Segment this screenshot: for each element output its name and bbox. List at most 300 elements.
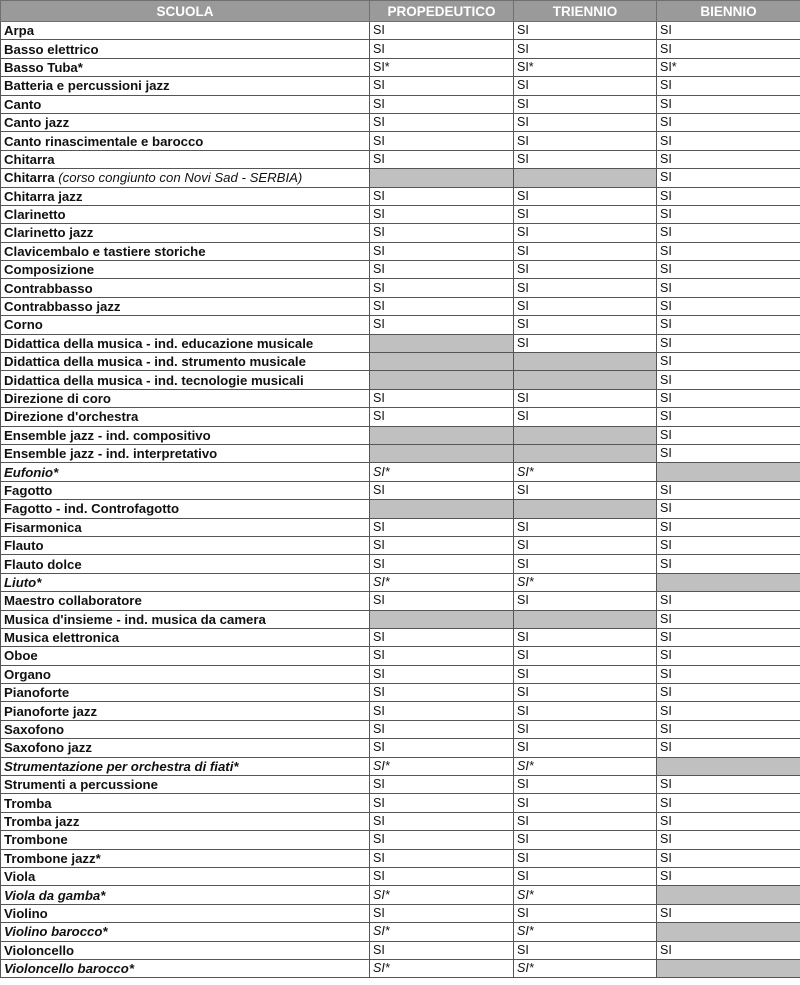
biennio-cell: SI — [657, 77, 800, 95]
table-row — [1, 904, 800, 922]
school-name-cell — [1, 205, 370, 223]
propedeutico-cell: SI — [370, 720, 514, 738]
triennio-cell: SI — [514, 518, 657, 536]
table-row — [1, 169, 800, 187]
school-name-cell — [1, 444, 370, 462]
header-biennio: BIENNIO — [657, 1, 800, 22]
propedeutico-unavailable-cell — [370, 444, 514, 462]
school-name: Oboe — [4, 648, 38, 664]
table-row — [1, 536, 800, 554]
school-name-cell — [1, 739, 370, 757]
biennio-cell: SI — [657, 95, 800, 113]
propedeutico-cell: SI — [370, 518, 514, 536]
school-name: Maestro collaboratore — [4, 593, 142, 609]
school-name-cell — [1, 297, 370, 315]
school-name-cell — [1, 904, 370, 922]
biennio-cell: SI — [657, 187, 800, 205]
table-row — [1, 794, 800, 812]
school-name-cell — [1, 959, 370, 977]
triennio-cell: SI — [514, 776, 657, 794]
biennio-cell: SI — [657, 831, 800, 849]
school-name-cell — [1, 720, 370, 738]
table-row — [1, 463, 800, 481]
propedeutico-cell: SI — [370, 794, 514, 812]
table-row — [1, 610, 800, 628]
table-row — [1, 261, 800, 279]
propedeutico-cell: SI* — [370, 58, 514, 76]
biennio-unavailable-cell — [657, 463, 800, 481]
school-name-cell — [1, 95, 370, 113]
triennio-unavailable-cell — [514, 353, 657, 371]
triennio-cell: SI* — [514, 573, 657, 591]
school-name-cell — [1, 40, 370, 58]
school-name: Viola da gamba* — [4, 887, 106, 903]
biennio-cell: SI — [657, 555, 800, 573]
propedeutico-cell: SI — [370, 77, 514, 95]
table-row — [1, 77, 800, 95]
school-name: Didattica della musica - ind. strumento musicale — [4, 354, 306, 370]
propedeutico-cell: SI — [370, 592, 514, 610]
biennio-cell: SI — [657, 610, 800, 628]
school-name: Ensemble jazz - ind. compositivo — [4, 427, 211, 443]
school-name-cell — [1, 592, 370, 610]
table-row — [1, 242, 800, 260]
school-name: Fagotto - ind. Controfagotto — [4, 501, 180, 517]
propedeutico-cell: SI* — [370, 463, 514, 481]
triennio-cell: SI — [514, 22, 657, 40]
school-name: Basso Tuba* — [4, 59, 83, 75]
school-name: Canto jazz — [4, 115, 70, 131]
propedeutico-cell: SI — [370, 261, 514, 279]
school-name: Direzione d'orchestra — [4, 409, 139, 425]
school-name: Strumentazione per orchestra di fiati* — [4, 758, 239, 774]
triennio-cell: SI* — [514, 757, 657, 775]
biennio-cell: SI — [657, 867, 800, 885]
biennio-cell: SI — [657, 371, 800, 389]
triennio-unavailable-cell — [514, 169, 657, 187]
biennio-cell: SI — [657, 720, 800, 738]
triennio-unavailable-cell — [514, 371, 657, 389]
school-name: Contrabbasso — [4, 280, 93, 296]
biennio-cell: SI — [657, 776, 800, 794]
school-name: Violoncello barocco* — [4, 961, 134, 977]
biennio-cell: SI — [657, 132, 800, 150]
school-name: Chitarra jazz — [4, 188, 83, 204]
propedeutico-cell: SI — [370, 776, 514, 794]
biennio-cell: SI — [657, 297, 800, 315]
triennio-cell: SI — [514, 113, 657, 131]
biennio-cell: SI — [657, 592, 800, 610]
table-row — [1, 886, 800, 904]
biennio-cell: SI — [657, 444, 800, 462]
propedeutico-cell: SI — [370, 297, 514, 315]
propedeutico-cell: SI — [370, 481, 514, 499]
propedeutico-cell: SI — [370, 113, 514, 131]
school-name: Organo — [4, 666, 51, 682]
table-row — [1, 518, 800, 536]
table-row — [1, 279, 800, 297]
propedeutico-cell: SI* — [370, 757, 514, 775]
school-name-cell — [1, 371, 370, 389]
triennio-cell: SI* — [514, 58, 657, 76]
school-name: Fagotto — [4, 482, 53, 498]
table-row — [1, 923, 800, 941]
table-row — [1, 297, 800, 315]
biennio-cell: SI — [657, 426, 800, 444]
school-name-cell — [1, 812, 370, 830]
biennio-cell: SI — [657, 941, 800, 959]
school-name: Didattica della musica - ind. tecnologie musicali — [4, 372, 304, 388]
triennio-cell: SI — [514, 739, 657, 757]
propedeutico-cell: SI — [370, 205, 514, 223]
triennio-cell: SI — [514, 904, 657, 922]
school-name-cell — [1, 684, 370, 702]
propedeutico-unavailable-cell — [370, 169, 514, 187]
propedeutico-cell: SI — [370, 408, 514, 426]
biennio-unavailable-cell — [657, 886, 800, 904]
table-row — [1, 187, 800, 205]
school-name-cell — [1, 169, 370, 187]
school-name-cell — [1, 831, 370, 849]
header-row — [1, 1, 800, 22]
table-row — [1, 205, 800, 223]
table-row — [1, 389, 800, 407]
table-row — [1, 849, 800, 867]
triennio-cell: SI — [514, 389, 657, 407]
propedeutico-cell: SI — [370, 316, 514, 334]
school-name-cell — [1, 463, 370, 481]
biennio-unavailable-cell — [657, 573, 800, 591]
triennio-cell: SI — [514, 684, 657, 702]
triennio-cell: SI* — [514, 886, 657, 904]
school-name: Violoncello — [4, 942, 75, 958]
school-name: Flauto — [4, 538, 44, 554]
table-row — [1, 500, 800, 518]
header-triennio: TRIENNIO — [514, 1, 657, 22]
biennio-cell: SI — [657, 205, 800, 223]
school-name: Liuto* — [4, 574, 42, 590]
triennio-unavailable-cell — [514, 610, 657, 628]
school-name: Ensemble jazz - ind. interpretativo — [4, 446, 218, 462]
propedeutico-cell: SI — [370, 684, 514, 702]
triennio-cell: SI — [514, 555, 657, 573]
school-name: Musica d'insieme - ind. musica da camera — [4, 611, 266, 627]
propedeutico-cell: SI — [370, 536, 514, 554]
triennio-cell: SI* — [514, 959, 657, 977]
school-name: Chitarra — [4, 170, 55, 186]
biennio-cell: SI — [657, 536, 800, 554]
school-name-cell — [1, 22, 370, 40]
school-name: Saxofono jazz — [4, 740, 92, 756]
biennio-cell: SI — [657, 518, 800, 536]
triennio-cell: SI — [514, 481, 657, 499]
school-name-cell — [1, 665, 370, 683]
biennio-unavailable-cell — [657, 923, 800, 941]
school-name: Chitarra — [4, 151, 55, 167]
table-row — [1, 371, 800, 389]
school-name: Pianoforte — [4, 685, 70, 701]
school-name: Trombone jazz* — [4, 850, 101, 866]
school-name: Tromba — [4, 795, 52, 811]
school-name-cell — [1, 628, 370, 646]
biennio-cell: SI — [657, 113, 800, 131]
biennio-cell: SI — [657, 702, 800, 720]
propedeutico-cell: SI — [370, 389, 514, 407]
propedeutico-cell: SI* — [370, 923, 514, 941]
triennio-cell: SI — [514, 297, 657, 315]
propedeutico-cell: SI — [370, 555, 514, 573]
school-name-cell — [1, 776, 370, 794]
propedeutico-cell: SI* — [370, 886, 514, 904]
triennio-cell: SI — [514, 95, 657, 113]
propedeutico-unavailable-cell — [370, 610, 514, 628]
biennio-cell: SI — [657, 242, 800, 260]
table-row — [1, 58, 800, 76]
school-name: Eufonio* — [4, 464, 59, 480]
table-row — [1, 481, 800, 499]
table-row — [1, 757, 800, 775]
table-row — [1, 628, 800, 646]
school-name-cell — [1, 187, 370, 205]
school-name: Arpa — [4, 23, 35, 39]
table-row — [1, 831, 800, 849]
header-propedeutico: PROPEDEUTICO — [370, 1, 514, 22]
school-name: Basso elettrico — [4, 41, 99, 57]
propedeutico-cell: SI — [370, 739, 514, 757]
propedeutico-cell: SI — [370, 22, 514, 40]
school-name-cell — [1, 132, 370, 150]
propedeutico-cell: SI — [370, 95, 514, 113]
table-row — [1, 684, 800, 702]
propedeutico-cell: SI — [370, 904, 514, 922]
school-name-cell — [1, 573, 370, 591]
table-row — [1, 40, 800, 58]
triennio-cell: SI — [514, 242, 657, 260]
biennio-cell: SI — [657, 224, 800, 242]
triennio-cell: SI* — [514, 463, 657, 481]
propedeutico-unavailable-cell — [370, 500, 514, 518]
school-name: Canto rinascimentale e barocco — [4, 133, 204, 149]
school-name: Viola — [4, 869, 36, 885]
table-row — [1, 316, 800, 334]
school-name-cell — [1, 316, 370, 334]
school-name: Flauto dolce — [4, 556, 82, 572]
school-name-cell — [1, 923, 370, 941]
school-name-cell — [1, 794, 370, 812]
school-name: Canto — [4, 96, 42, 112]
propedeutico-cell: SI — [370, 702, 514, 720]
propedeutico-unavailable-cell — [370, 426, 514, 444]
triennio-cell: SI — [514, 665, 657, 683]
school-name-cell — [1, 261, 370, 279]
school-name-cell — [1, 224, 370, 242]
school-name: Clarinetto — [4, 207, 66, 223]
triennio-unavailable-cell — [514, 426, 657, 444]
table-row — [1, 22, 800, 40]
table-row — [1, 739, 800, 757]
school-name-cell — [1, 518, 370, 536]
triennio-cell: SI — [514, 408, 657, 426]
biennio-cell: SI — [657, 500, 800, 518]
table-row — [1, 665, 800, 683]
school-name-cell — [1, 500, 370, 518]
school-name-cell — [1, 334, 370, 352]
biennio-cell: SI — [657, 794, 800, 812]
school-name-cell — [1, 113, 370, 131]
school-name: Fisarmonica — [4, 519, 82, 535]
triennio-cell: SI — [514, 536, 657, 554]
biennio-unavailable-cell — [657, 757, 800, 775]
school-name: Violino barocco* — [4, 924, 108, 940]
school-note: (corso congiunto con Novi Sad - SERBIA) — [58, 170, 303, 186]
table-row — [1, 941, 800, 959]
triennio-cell: SI — [514, 132, 657, 150]
table-row — [1, 555, 800, 573]
propedeutico-cell: SI — [370, 665, 514, 683]
triennio-cell: SI — [514, 647, 657, 665]
triennio-cell: SI — [514, 316, 657, 334]
triennio-cell: SI — [514, 40, 657, 58]
header-school: SCUOLA — [1, 1, 370, 22]
school-name: Batteria e percussioni jazz — [4, 78, 170, 94]
table-row — [1, 592, 800, 610]
school-name-cell — [1, 150, 370, 168]
table-row — [1, 444, 800, 462]
propedeutico-cell: SI — [370, 224, 514, 242]
school-name: Trombone — [4, 832, 68, 848]
school-name: Saxofono — [4, 722, 65, 738]
biennio-cell: SI — [657, 628, 800, 646]
school-name: Musica elettronica — [4, 630, 120, 646]
school-name: Didattica della musica - ind. educazione musicale — [4, 335, 314, 351]
propedeutico-cell: SI — [370, 647, 514, 665]
triennio-cell: SI — [514, 205, 657, 223]
biennio-cell: SI — [657, 408, 800, 426]
school-name-cell — [1, 426, 370, 444]
propedeutico-cell: SI — [370, 628, 514, 646]
biennio-cell: SI — [657, 389, 800, 407]
school-name-cell — [1, 408, 370, 426]
table-row — [1, 573, 800, 591]
school-name: Violino — [4, 905, 48, 921]
table-row — [1, 224, 800, 242]
biennio-cell: SI — [657, 481, 800, 499]
table-row — [1, 702, 800, 720]
biennio-cell: SI — [657, 150, 800, 168]
biennio-cell: SI* — [657, 58, 800, 76]
propedeutico-cell: SI — [370, 279, 514, 297]
school-name: Corno — [4, 317, 43, 333]
school-name: Clavicembalo e tastiere storiche — [4, 243, 206, 259]
table-row — [1, 132, 800, 150]
school-name-cell — [1, 58, 370, 76]
school-name: Strumenti a percussione — [4, 777, 158, 793]
propedeutico-cell: SI — [370, 849, 514, 867]
biennio-cell: SI — [657, 904, 800, 922]
table-row — [1, 408, 800, 426]
table-row — [1, 959, 800, 977]
school-name-cell — [1, 702, 370, 720]
biennio-cell: SI — [657, 40, 800, 58]
triennio-cell: SI — [514, 794, 657, 812]
propedeutico-unavailable-cell — [370, 334, 514, 352]
table-row — [1, 150, 800, 168]
triennio-cell: SI — [514, 720, 657, 738]
propedeutico-cell: SI — [370, 187, 514, 205]
propedeutico-cell: SI — [370, 867, 514, 885]
biennio-cell: SI — [657, 684, 800, 702]
table-body — [1, 22, 800, 978]
triennio-cell: SI — [514, 831, 657, 849]
propedeutico-cell: SI — [370, 812, 514, 830]
triennio-cell: SI — [514, 150, 657, 168]
propedeutico-cell: SI — [370, 941, 514, 959]
biennio-cell: SI — [657, 169, 800, 187]
propedeutico-unavailable-cell — [370, 353, 514, 371]
biennio-cell: SI — [657, 812, 800, 830]
triennio-unavailable-cell — [514, 500, 657, 518]
triennio-cell: SI — [514, 941, 657, 959]
triennio-cell: SI — [514, 187, 657, 205]
biennio-cell: SI — [657, 849, 800, 867]
table-row — [1, 647, 800, 665]
biennio-unavailable-cell — [657, 959, 800, 977]
triennio-cell: SI — [514, 224, 657, 242]
school-name-cell — [1, 481, 370, 499]
school-name-cell — [1, 242, 370, 260]
table-row — [1, 776, 800, 794]
triennio-cell: SI — [514, 334, 657, 352]
biennio-cell: SI — [657, 334, 800, 352]
school-name-cell — [1, 941, 370, 959]
biennio-cell: SI — [657, 279, 800, 297]
triennio-unavailable-cell — [514, 444, 657, 462]
table-row — [1, 334, 800, 352]
school-name-cell — [1, 610, 370, 628]
triennio-cell: SI — [514, 628, 657, 646]
triennio-cell: SI — [514, 849, 657, 867]
biennio-cell: SI — [657, 261, 800, 279]
triennio-cell: SI — [514, 261, 657, 279]
school-name-cell — [1, 536, 370, 554]
school-name-cell — [1, 555, 370, 573]
table-row — [1, 812, 800, 830]
school-name: Tromba jazz — [4, 813, 80, 829]
triennio-cell: SI — [514, 279, 657, 297]
triennio-cell: SI* — [514, 923, 657, 941]
propedeutico-cell: SI — [370, 150, 514, 168]
triennio-cell: SI — [514, 867, 657, 885]
triennio-cell: SI — [514, 77, 657, 95]
propedeutico-unavailable-cell — [370, 371, 514, 389]
table-row — [1, 720, 800, 738]
propedeutico-cell: SI* — [370, 959, 514, 977]
school-name: Clarinetto jazz — [4, 225, 94, 241]
school-name: Direzione di coro — [4, 391, 111, 406]
propedeutico-cell: SI* — [370, 573, 514, 591]
table-row — [1, 113, 800, 131]
biennio-cell: SI — [657, 353, 800, 371]
table-row — [1, 426, 800, 444]
triennio-cell: SI — [514, 812, 657, 830]
school-name: Composizione — [4, 262, 95, 278]
propedeutico-cell: SI — [370, 132, 514, 150]
school-name-cell — [1, 757, 370, 775]
triennio-cell: SI — [514, 702, 657, 720]
school-name-cell — [1, 849, 370, 867]
propedeutico-cell: SI — [370, 242, 514, 260]
school-name-cell — [1, 886, 370, 904]
